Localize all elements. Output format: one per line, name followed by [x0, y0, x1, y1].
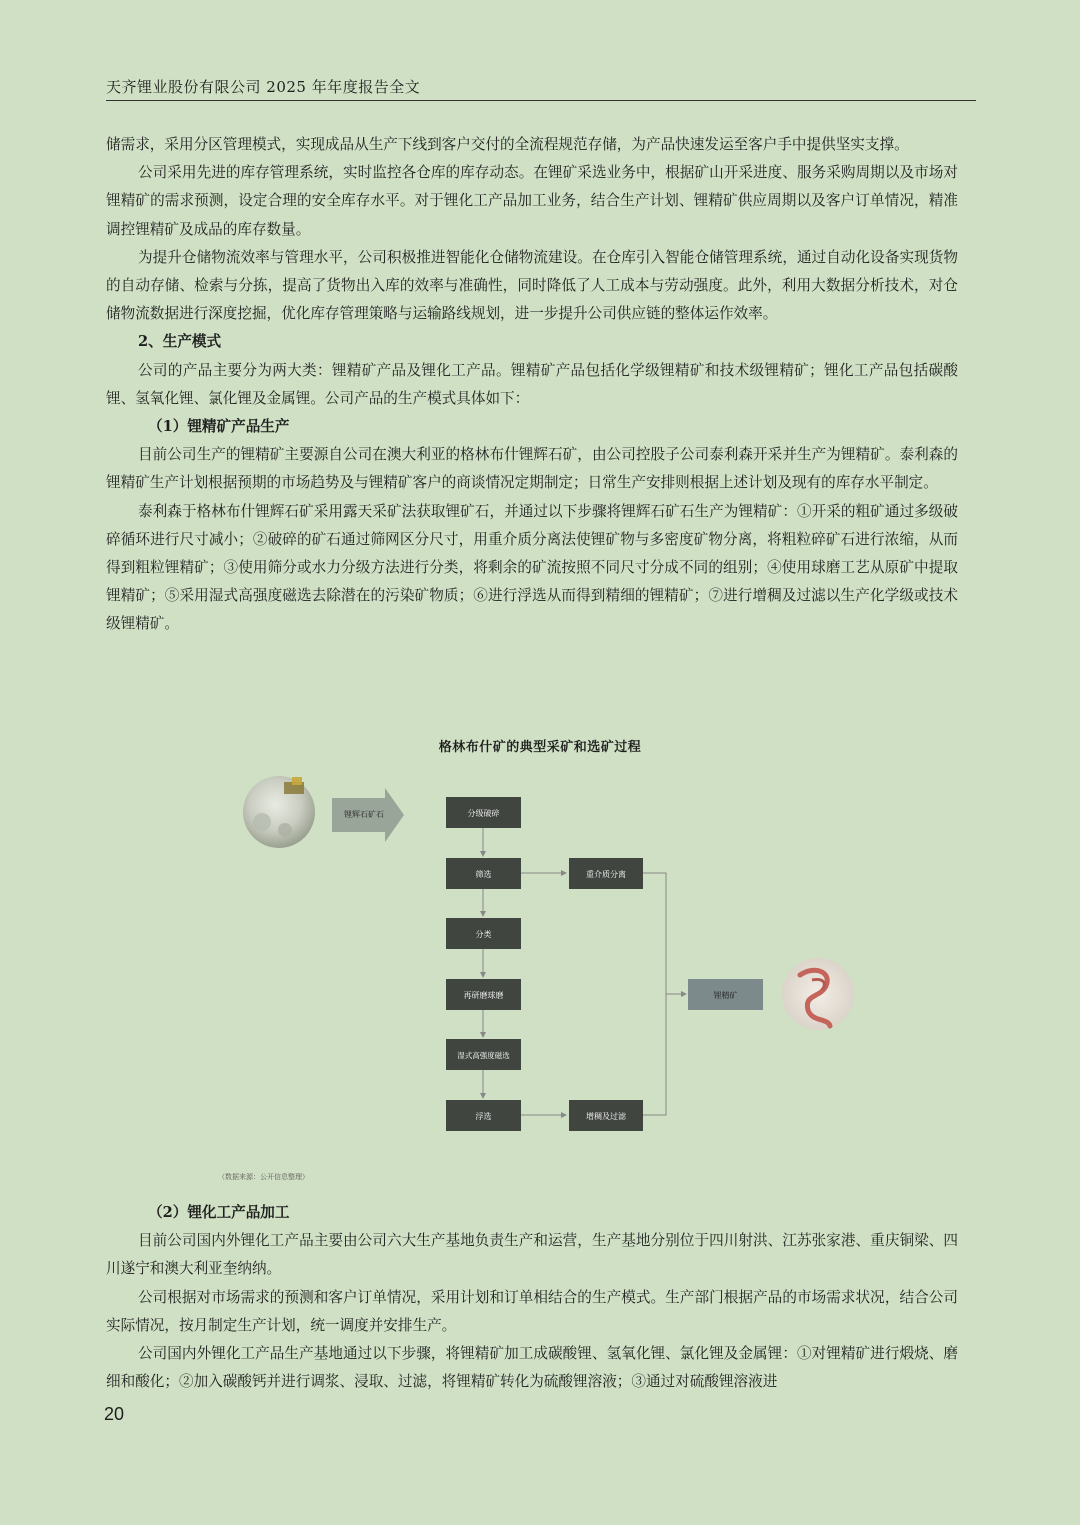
svg-text:分类: 分类: [475, 930, 492, 939]
step-box: [446, 1039, 521, 1070]
output-box: [688, 979, 763, 1010]
paragraph: 储需求，采用分区管理模式，实现成品从生产下线到客户交付的全流程规范存储，为产品快速发运至客户手中提供坚实支撑。: [106, 136, 909, 153]
svg-text:筛选: 筛选: [475, 870, 492, 879]
body-text-lower: [106, 1199, 958, 1396]
paragraph: 公司根据对市场需求的预测和客户订单情况，采用计划和订单相结合的生产模式。生产部门根据产品的市场需求状况，结合公司实际情况，按月制定生产计划，统一调度并安排生产。: [106, 1288, 958, 1334]
paragraph: 公司国内外锂化工产品生产基地通过以下步骤，将锂精矿加工成碳酸锂、氢氧化锂、氯化锂及金属锂：①对锂精矿进行煅烧、磨细和酸化；②加入碳酸钙并进行调浆、浸取、过滤，将锂精矿转化为硫酸锂溶液；③通过对硫酸锂溶液进: [106, 1345, 958, 1391]
svg-text:再研磨球磨: 再研磨球磨: [463, 991, 504, 1000]
step-box: [446, 979, 521, 1010]
svg-text:锂精矿: 锂精矿: [713, 991, 738, 1000]
step-box: [446, 797, 521, 828]
step-box: [446, 858, 521, 889]
input-label: 锂辉石矿石: [344, 810, 384, 819]
page-number: 20: [104, 1404, 125, 1424]
diagram-title: 格林布什矿的典型采矿和选矿过程: [438, 740, 642, 755]
step-box: [446, 918, 521, 949]
subsection-heading: （2）锂化工产品加工: [148, 1204, 290, 1221]
paragraph: 为提升仓储物流效率与管理水平，公司积极推进智能化仓储物流建设。在仓库引入智能仓储管理系统，通过自动化设备实现货物的自动存储、检索与分拣，提高了货物出入库的效率与准确性，同时降低了人工成本与劳动强度。此外，利用大数据分析技术，对仓储物流数据进行深度挖掘，优化库存管理策略与运输路线规划，进一步提升公司供应链的整体运作效率。: [106, 248, 958, 323]
paragraph: 目前公司生产的锂精矿主要源自公司在澳大利亚的格林布什锂辉石矿，由公司控股子公司泰利森开采并生产为锂精矿。泰利森的锂精矿生产计划根据预期的市场趋势及与锂精矿客户的商谈情况定期制定；日常生产安排则根据上述计划及现有的库存水平制定。: [106, 446, 958, 492]
paragraph: 泰利森于格林布什锂辉石矿采用露天采矿法获取锂矿石，并通过以下步骤将锂辉石矿石生产为锂精矿：①开采的粗矿通过多级破碎循环进行尺寸减小；②破碎的矿石通过筛网区分尺寸，用重介质分离法使锂矿物与多密度矿物分离，将粗粒碎矿石进行浓缩，从而得到粗粒锂精矿；③使用筛分或水力分级方法进行分类，将剩余的矿流按照不同尺寸分成不同的组别；④使用球磨工艺从原矿中提取锂精矿；⑤采用湿式高强度磁选去除潜在的污染矿物质；⑥进行浮选从而得到精细的锂精矿；⑦进行增稠及过滤以生产化学级或技术级锂精矿。: [106, 502, 958, 633]
svg-text:分级破碎: 分级破碎: [467, 809, 500, 818]
paragraph: 公司的产品主要分为两大类：锂精矿产品及锂化工产品。锂精矿产品包括化学级锂精矿和技术级锂精矿；锂化工产品包括碳酸锂、氢氧化锂、氯化锂及金属锂。公司产品的生产模式具体如下：: [106, 361, 958, 407]
step-box: [446, 1100, 521, 1131]
page-header: 天齐锂业股份有限公司 2025 年年度报告全文: [106, 76, 976, 101]
body-text-upper: [106, 131, 958, 639]
svg-text:增稠及过滤: 增稠及过滤: [586, 1112, 626, 1121]
source-note: （数据来源：公开信息整理）: [218, 1173, 309, 1181]
paragraph: 公司采用先进的库存管理系统，实时监控各仓库的库存动态。在锂矿采选业务中，根据矿山开采进度、服务采购周期以及市场对锂精矿的需求预测，设定合理的安全库存水平。对于锂化工产品加工业务，结合生产计划、锂精矿供应周期以及客户订单情况，精准调控锂精矿及成品的库存数量。: [106, 164, 958, 238]
svg-text:浮选: 浮选: [475, 1112, 492, 1121]
side-step-box: [569, 1100, 643, 1131]
ore-photo-image: [243, 776, 315, 848]
side-step-box: [569, 858, 643, 889]
subsection-heading: （1）锂精矿产品生产: [148, 418, 290, 436]
svg-text:重介质分离: 重介质分离: [586, 870, 626, 879]
process-flow-diagram: [0, 760, 1080, 1170]
paragraph: 目前公司国内外锂化工产品主要由公司六大生产基地负责生产和运营，生产基地分别位于四川射洪、江苏张家港、重庆铜梁、四川遂宁和澳大利亚奎纳纳。: [106, 1232, 958, 1278]
section-heading: 2、生产模式: [138, 333, 222, 351]
svg-text:湿式高强度磁选: 湿式高强度磁选: [457, 1051, 510, 1060]
concentrate-photo-image: [782, 958, 854, 1030]
